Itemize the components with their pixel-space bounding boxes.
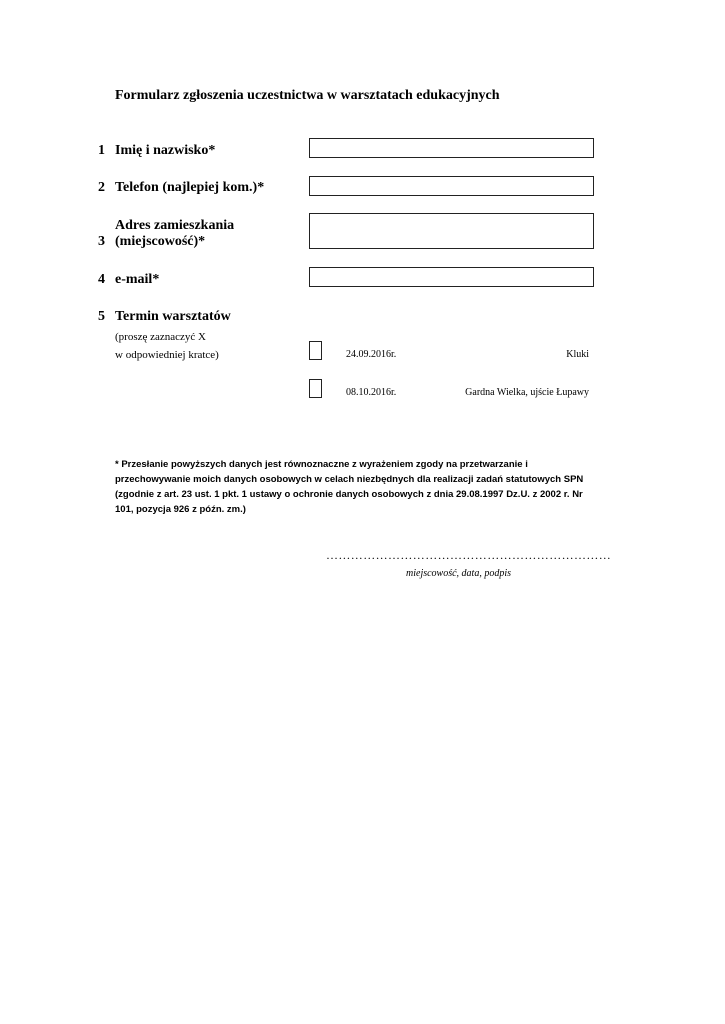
field-number-3: 3 — [98, 234, 105, 249]
name-label: Imię i nazwisko* — [115, 143, 216, 158]
address-input[interactable] — [309, 213, 594, 249]
option-2-checkbox[interactable] — [309, 379, 322, 398]
consent-note: * Przesłanie powyższych danych jest równoznaczne z wyrażeniem zgody na przetwarzanie i przechowywanie moich danych osobowych w celach niezbędnych dla realizacji zadań statutowych SPN (zgodnie z art. 23 ust. 1 pkt. 1 ustawy o ochronie danych osobowych z dnia 29.08.1997 Dz.U. z 2002 r. Nr 101, pozycja 926 z późn. zm.) — [115, 459, 584, 515]
field-number-1: 1 — [98, 143, 105, 158]
form-title: Formularz zgłoszenia uczestnictwa w warsztatach edukacyjnych — [115, 88, 500, 103]
name-input[interactable] — [309, 138, 594, 158]
phone-input[interactable] — [309, 176, 594, 196]
email-input[interactable] — [309, 267, 594, 287]
term-hint-line1: (proszę zaznaczyć X — [115, 331, 206, 343]
signature-caption: miejscowość, data, podpis — [406, 568, 511, 579]
address-label-line1: Adres zamieszkania — [115, 218, 235, 233]
field-number-5: 5 — [98, 309, 105, 324]
signature-line: …………………………………………………………… — [326, 548, 612, 562]
option-2-place: Gardna Wielka, ujście Łupawy — [465, 387, 589, 398]
term-label: Termin warsztatów — [115, 309, 231, 324]
address-label-line2: (miejscowość)* — [115, 234, 206, 249]
option-1-place: Kluki — [566, 349, 589, 360]
phone-label: Telefon (najlepiej kom.)* — [115, 180, 265, 195]
field-number-2: 2 — [98, 180, 105, 195]
field-number-4: 4 — [98, 272, 105, 287]
option-2-date: 08.10.2016r. — [346, 387, 397, 398]
option-1-checkbox[interactable] — [309, 341, 322, 360]
term-hint-line2: w odpowiedniej kratce) — [115, 349, 219, 361]
email-label: e-mail* — [115, 272, 160, 287]
option-1-date: 24.09.2016r. — [346, 349, 397, 360]
